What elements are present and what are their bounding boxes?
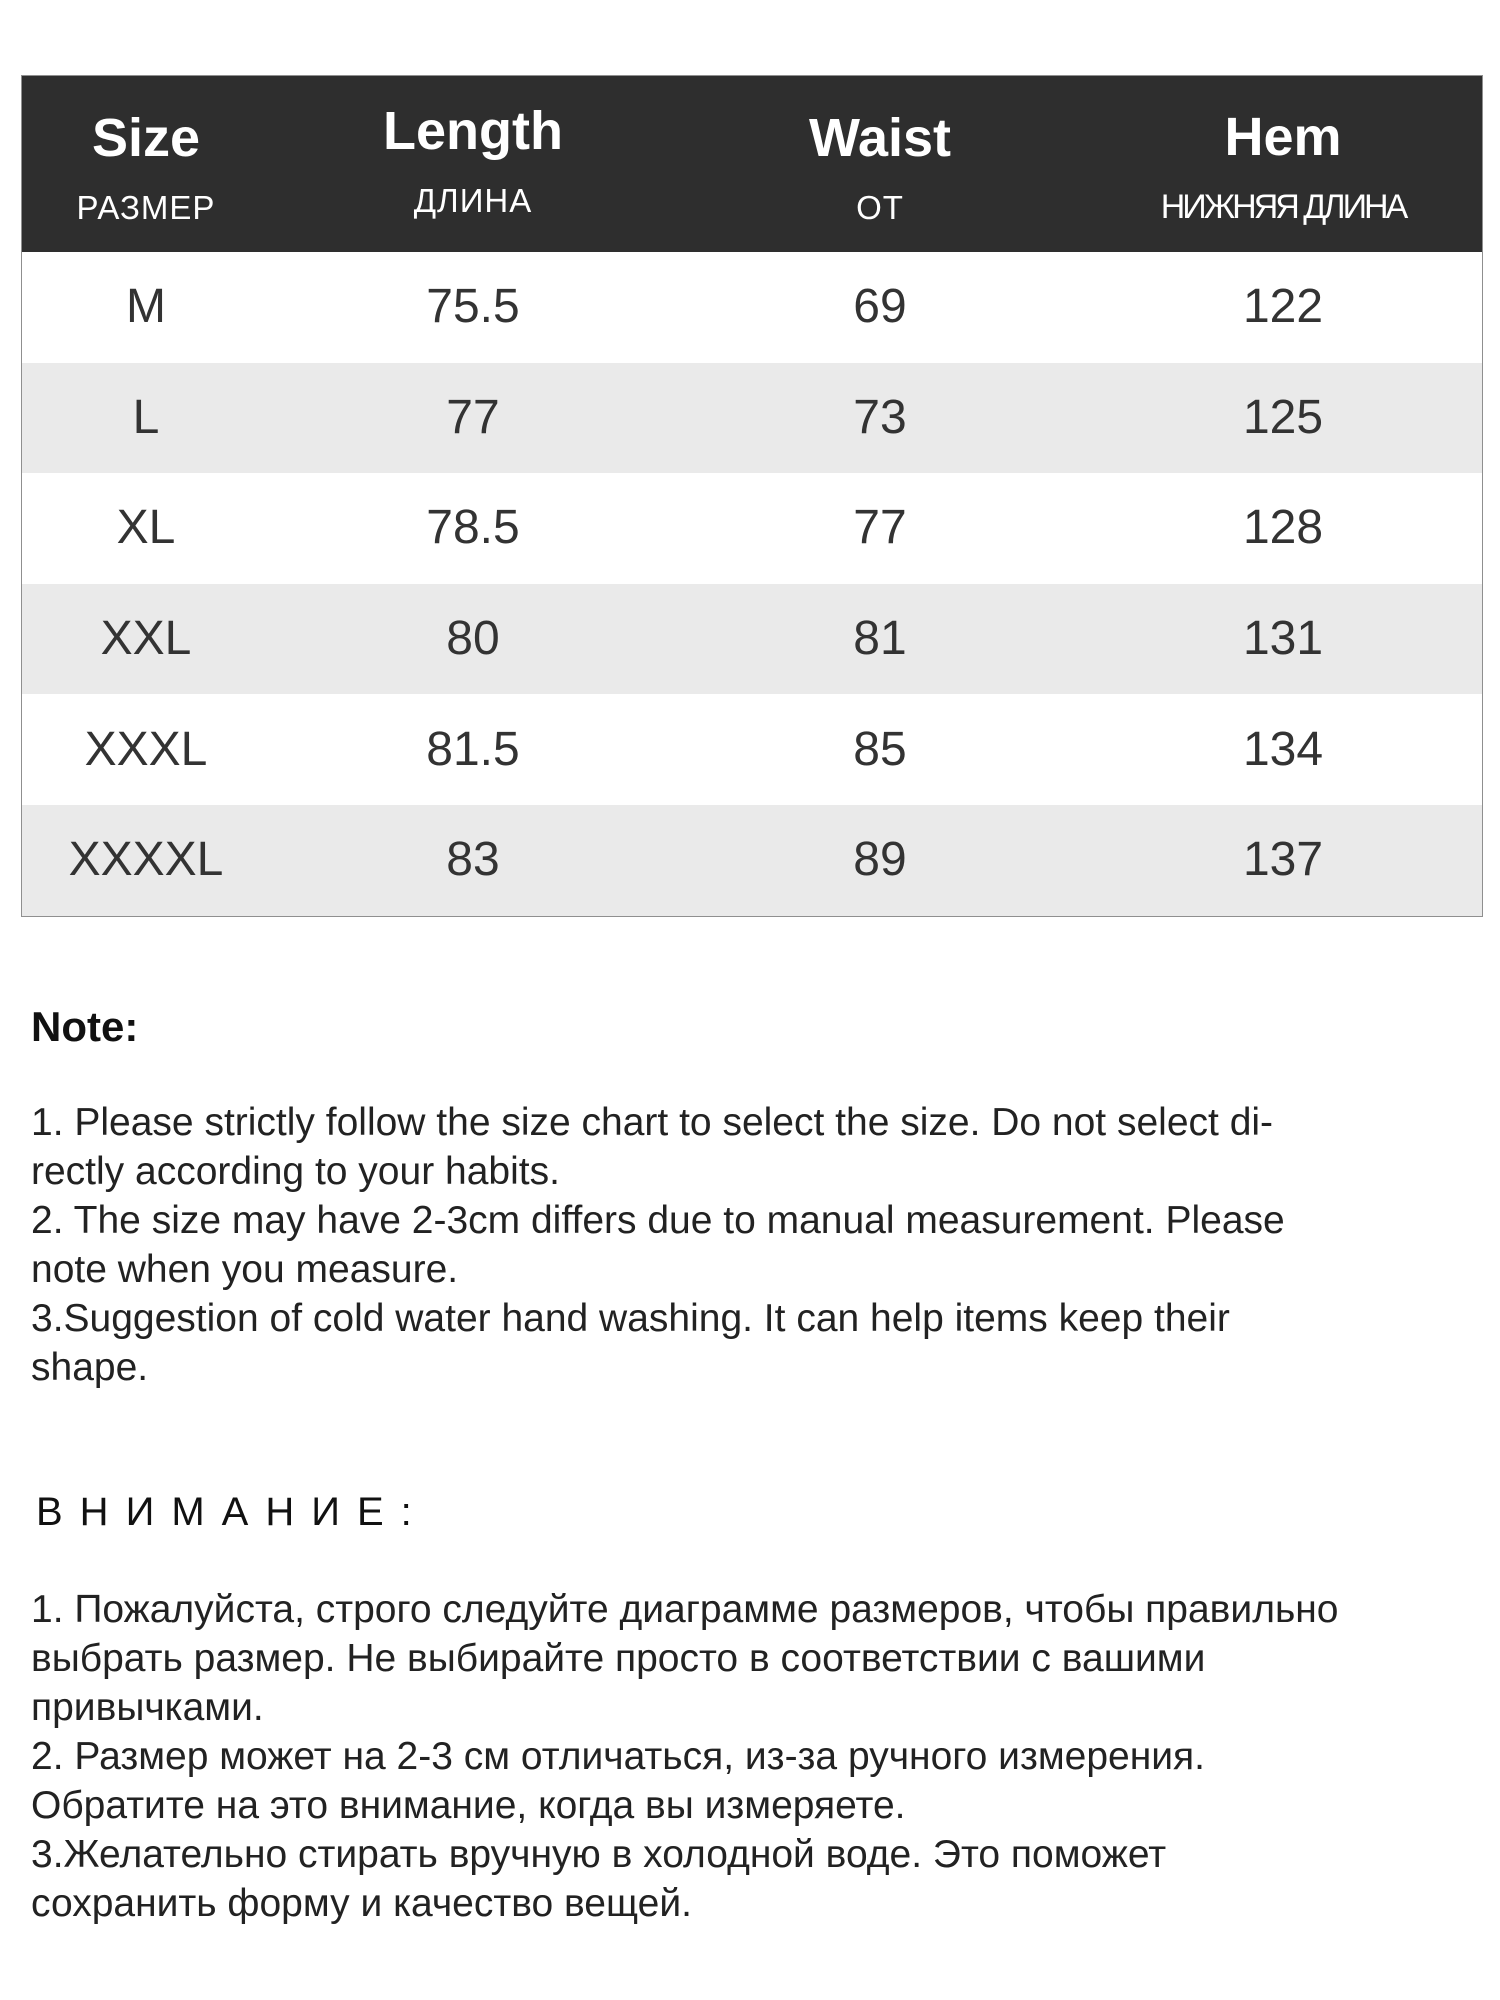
cell-length: 75.5: [426, 280, 520, 334]
header-hem-ru: НИЖНЯЯ ДЛИНА: [1160, 188, 1406, 226]
table-row: [22, 363, 1482, 474]
cell-length: 81.5: [426, 722, 520, 776]
cell-size: XL: [116, 501, 176, 555]
note-line: 3.Желательно стирать вручную в холодной воде. Это поможет: [31, 1833, 1167, 1876]
note-line: 2. Размер может на 2-3 см отличаться, из-за ручного измерения.: [31, 1735, 1205, 1778]
note-english: [31, 1098, 1471, 1392]
cell-waist: 77: [853, 501, 907, 555]
cell-length: 83: [446, 833, 500, 887]
cell-length: 78.5: [426, 501, 520, 555]
header-size-en: Size: [91, 107, 201, 168]
cell-length: 80: [446, 612, 500, 666]
header-waist-ru: ОТ: [856, 188, 904, 226]
cell-length: 77: [446, 390, 500, 444]
cell-waist: 85: [853, 722, 907, 776]
table-header: [22, 76, 1482, 252]
note-line: rectly according to your habits.: [31, 1150, 560, 1193]
note-line: сохранить форму и качество вещей.: [31, 1882, 692, 1925]
header-waist-en: Waist: [808, 107, 951, 168]
size-chart-table: [21, 75, 1483, 917]
table-row: [22, 473, 1482, 584]
header-length-ru: ДЛИНА: [413, 181, 533, 219]
note-title-ru: ВНИМАНИЕ:: [36, 1490, 429, 1534]
header-hem-en: Hem: [1224, 107, 1342, 167]
cell-size: XXL: [100, 612, 192, 666]
cell-waist: 69: [853, 280, 907, 334]
note-line: 2. The size may have 2-3cm differs due to manual measurement. Please: [31, 1199, 1285, 1242]
cell-hem: 131: [1242, 612, 1324, 666]
header-length: [270, 76, 676, 252]
cell-waist: 73: [853, 390, 907, 444]
note-line: выбрать размер. Не выбирайте просто в соответствии с вашими: [31, 1637, 1206, 1680]
note-line: 1. Please strictly follow the size chart to select the size. Do not select di-: [31, 1101, 1274, 1144]
cell-waist: 81: [853, 612, 907, 666]
note-russian: [31, 1585, 1471, 1928]
note-line: Обратите на это внимание, когда вы измеряете.: [31, 1784, 906, 1827]
header-size: [22, 76, 270, 252]
table-row: [22, 694, 1482, 805]
cell-size: M: [126, 280, 166, 334]
cell-hem: 125: [1242, 390, 1324, 444]
cell-hem: 128: [1242, 501, 1324, 555]
cell-hem: 134: [1242, 722, 1324, 776]
note-line: привычками.: [31, 1686, 264, 1729]
table-row: [22, 805, 1482, 916]
cell-size: XXXXL: [68, 833, 224, 887]
table-row: [22, 584, 1482, 695]
header-length-en: Length: [383, 100, 563, 161]
cell-waist: 89: [853, 833, 907, 887]
note-line: shape.: [31, 1346, 149, 1389]
note-line: 1. Пожалуйста, строго следуйте диаграмме размеров, чтобы правильно: [31, 1588, 1339, 1631]
cell-hem: 122: [1242, 280, 1324, 334]
note-title: Note:: [31, 1003, 139, 1050]
header-hem: [1084, 76, 1482, 252]
table-row: [22, 252, 1482, 363]
header-size-ru: РАЗМЕР: [76, 188, 216, 226]
note-line: 3.Suggestion of cold water hand washing. It can help items keep their: [31, 1297, 1230, 1340]
cell-size: XXXL: [84, 722, 208, 776]
cell-size: L: [132, 390, 160, 444]
header-waist: [676, 76, 1084, 252]
note-line: note when you measure.: [31, 1248, 459, 1291]
cell-hem: 137: [1242, 833, 1324, 887]
